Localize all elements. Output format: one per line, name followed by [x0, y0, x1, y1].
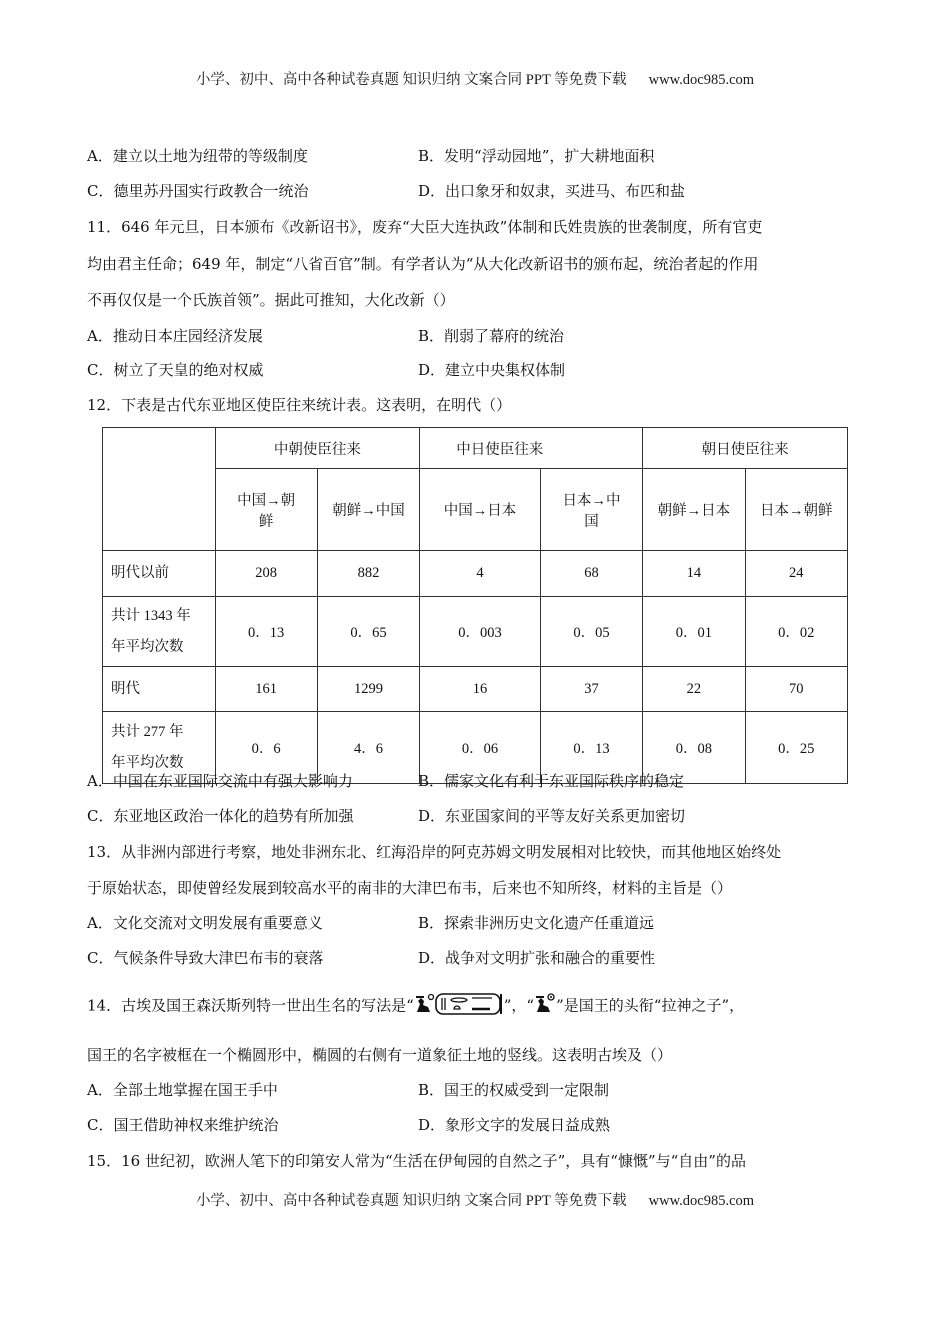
- table-cell: 68: [540, 551, 642, 597]
- q10-option-b: B．发明“浮动园地”，扩大耕地面积: [418, 147, 655, 165]
- q13-option-b: B．探索非洲历史文化遗产任重道远: [418, 914, 655, 932]
- table-cell: 70: [745, 667, 847, 712]
- q14-line1-mid: ”，“: [503, 996, 535, 1015]
- hieroglyph-cartouche-icon: [414, 992, 504, 1021]
- table-cell: 882: [317, 551, 419, 597]
- table-cell: 0．01: [643, 597, 745, 667]
- sub-header-china-to-korea: 中国→朝 鲜: [215, 469, 317, 551]
- row-label-line-1: 共计 277 年: [111, 723, 184, 740]
- row-label: [103, 597, 216, 667]
- table-sub-header-row: [103, 469, 848, 551]
- table-cell: 0．003: [420, 597, 541, 667]
- table-corner-cell: [103, 428, 216, 551]
- q13-option-c: C．气候条件导致大津巴布韦的衰落: [87, 949, 324, 967]
- page-header: [0, 68, 950, 89]
- q14-line1-prefix: 14．古埃及国王森沃斯列特一世出生名的写法是“: [87, 996, 414, 1015]
- q12-option-a: A．中国在东亚国际交流中有强大影响力: [87, 772, 353, 790]
- q12-option-c: C．东亚地区政治一体化的趋势有所加强: [87, 807, 354, 825]
- q11-option-a: A．推动日本庄园经济发展: [87, 327, 263, 345]
- q15-stem-line-1: 15．16 世纪初，欧洲人笔下的印第安人常为“生活在伊甸园的自然之子”，具有“慷慨”与“自由”的品: [87, 1152, 746, 1170]
- q14-option-c: C．国王借助神权来维护统治: [87, 1116, 279, 1134]
- sub-header-korea-to-china: 朝鲜→中国: [317, 469, 419, 551]
- q13-option-a: A．文化交流对文明发展有重要意义: [87, 914, 323, 932]
- table-cell: 0．65: [317, 597, 419, 667]
- table-cell: 0．08: [643, 712, 745, 784]
- q14-option-b: B．国王的权威受到一定限制: [418, 1081, 610, 1099]
- q13-stem-line-1: 13．从非洲内部进行考察，地处非洲东北、红海沿岸的阿克苏姆文明发展相对比较快，而其他地区始终处: [87, 843, 782, 861]
- table-cell: 0．05: [540, 597, 642, 667]
- row-label-line-1: 共计 1343 年: [111, 607, 191, 624]
- table-cell: 0．06: [420, 712, 541, 784]
- table-cell: 4．6: [317, 712, 419, 784]
- sub-header-china-to-japan: 中国→日本: [420, 469, 541, 551]
- q12-stem: 12．下表是古代东亚地区使臣往来统计表。这表明，在明代（）: [87, 396, 512, 414]
- q14-stem-line-1: [87, 992, 867, 1021]
- group-header-china-korea: 中朝使臣往来: [215, 428, 420, 469]
- table-row: [103, 551, 848, 597]
- row-label: 明代: [103, 667, 216, 712]
- row-label: 明代以前: [103, 551, 216, 597]
- page-footer: [0, 1189, 950, 1210]
- q12-option-d: D．东亚国家间的平等友好关系更加密切: [418, 807, 686, 825]
- table-cell: 208: [215, 551, 317, 597]
- hieroglyph-son-of-ra-icon: [534, 992, 556, 1021]
- sub-header-korea-to-japan: 朝鲜→日本: [643, 469, 745, 551]
- table-group-header-row: [103, 428, 848, 469]
- q11-stem-line-2: 均由君主任命；649 年，制定“八省百官”制。有学者认为“从大化改新诏书的颁布起，统治者起的作用: [87, 255, 759, 273]
- q11-stem-line-1: 11．646 年元旦，日本颁布《改新诏书》，废弃“大臣大连执政”体制和氏姓贵族的世袭制度，所有官吏: [87, 218, 763, 236]
- sub-header-japan-to-china: 日本→中 国: [540, 469, 642, 551]
- table-cell: 1299: [317, 667, 419, 712]
- row-label-line-2: 年平均次数: [111, 754, 184, 771]
- q10-option-a: A．建立以土地为纽带的等级制度: [87, 147, 308, 165]
- table-cell: 0．02: [745, 597, 847, 667]
- q14-option-d: D．象形文字的发展日益成熟: [418, 1116, 611, 1134]
- q11-option-b: B．削弱了幕府的统治: [418, 327, 565, 345]
- group-header-korea-japan: 朝日使臣往来: [643, 428, 848, 469]
- q14-stem-line-2: 国王的名字被框在一个椭圆形中，椭圆的右侧有一道象征土地的竖线。这表明古埃及（）: [87, 1046, 673, 1064]
- header-text: 小学、初中、高中各种试卷真题 知识归纳 文案合同 PPT 等免费下载: [195, 72, 627, 88]
- table-cell: 16: [420, 667, 541, 712]
- footer-url: www.doc985.com: [648, 1193, 755, 1209]
- q14-line1-suffix: ”是国王的头衔“拉神之子”，: [556, 996, 745, 1015]
- q11-stem-line-3: 不再仅仅是一个氏族首领”。据此可推知，大化改新（）: [87, 291, 455, 309]
- header-url: www.doc985.com: [648, 72, 755, 88]
- table-cell: 24: [745, 551, 847, 597]
- q13-stem-line-2: 于原始状态，即使曾经发展到较高水平的南非的大津巴布韦，后来也不知所终，材料的主旨是（）: [87, 879, 733, 897]
- q10-option-c: C．德里苏丹国实行政教合一统治: [87, 182, 309, 200]
- q11-option-d: D．建立中央集权体制: [418, 361, 566, 379]
- table-cell: 14: [643, 551, 745, 597]
- table-cell: 37: [540, 667, 642, 712]
- table-row: [103, 667, 848, 712]
- footer-text: 小学、初中、高中各种试卷真题 知识归纳 文案合同 PPT 等免费下载: [195, 1193, 627, 1209]
- q14-option-a: A．全部土地掌握在国王手中: [87, 1081, 278, 1099]
- table-cell: 22: [643, 667, 745, 712]
- table-cell: 161: [215, 667, 317, 712]
- q10-option-d: D．出口象牙和奴隶，买进马、布匹和盐: [418, 182, 686, 200]
- group-header-china-japan: 中日使臣往来: [420, 428, 643, 469]
- row-label-line-2: 年平均次数: [111, 638, 184, 655]
- table-cell: 0．13: [215, 597, 317, 667]
- q12-option-b: B．儒家文化有利于东亚国际秩序的稳定: [418, 772, 685, 790]
- table-cell: 0．6: [215, 712, 317, 784]
- q11-option-c: C．树立了天皇的绝对权威: [87, 361, 264, 379]
- table-cell: 0．25: [745, 712, 847, 784]
- sub-header-japan-to-korea: 日本→朝鲜: [745, 469, 847, 551]
- table-row: [103, 597, 848, 667]
- q13-option-d: D．战争对文明扩张和融合的重要性: [418, 949, 656, 967]
- table-cell: 4: [420, 551, 541, 597]
- table-cell: 0．13: [540, 712, 642, 784]
- envoy-statistics-table: [102, 427, 848, 784]
